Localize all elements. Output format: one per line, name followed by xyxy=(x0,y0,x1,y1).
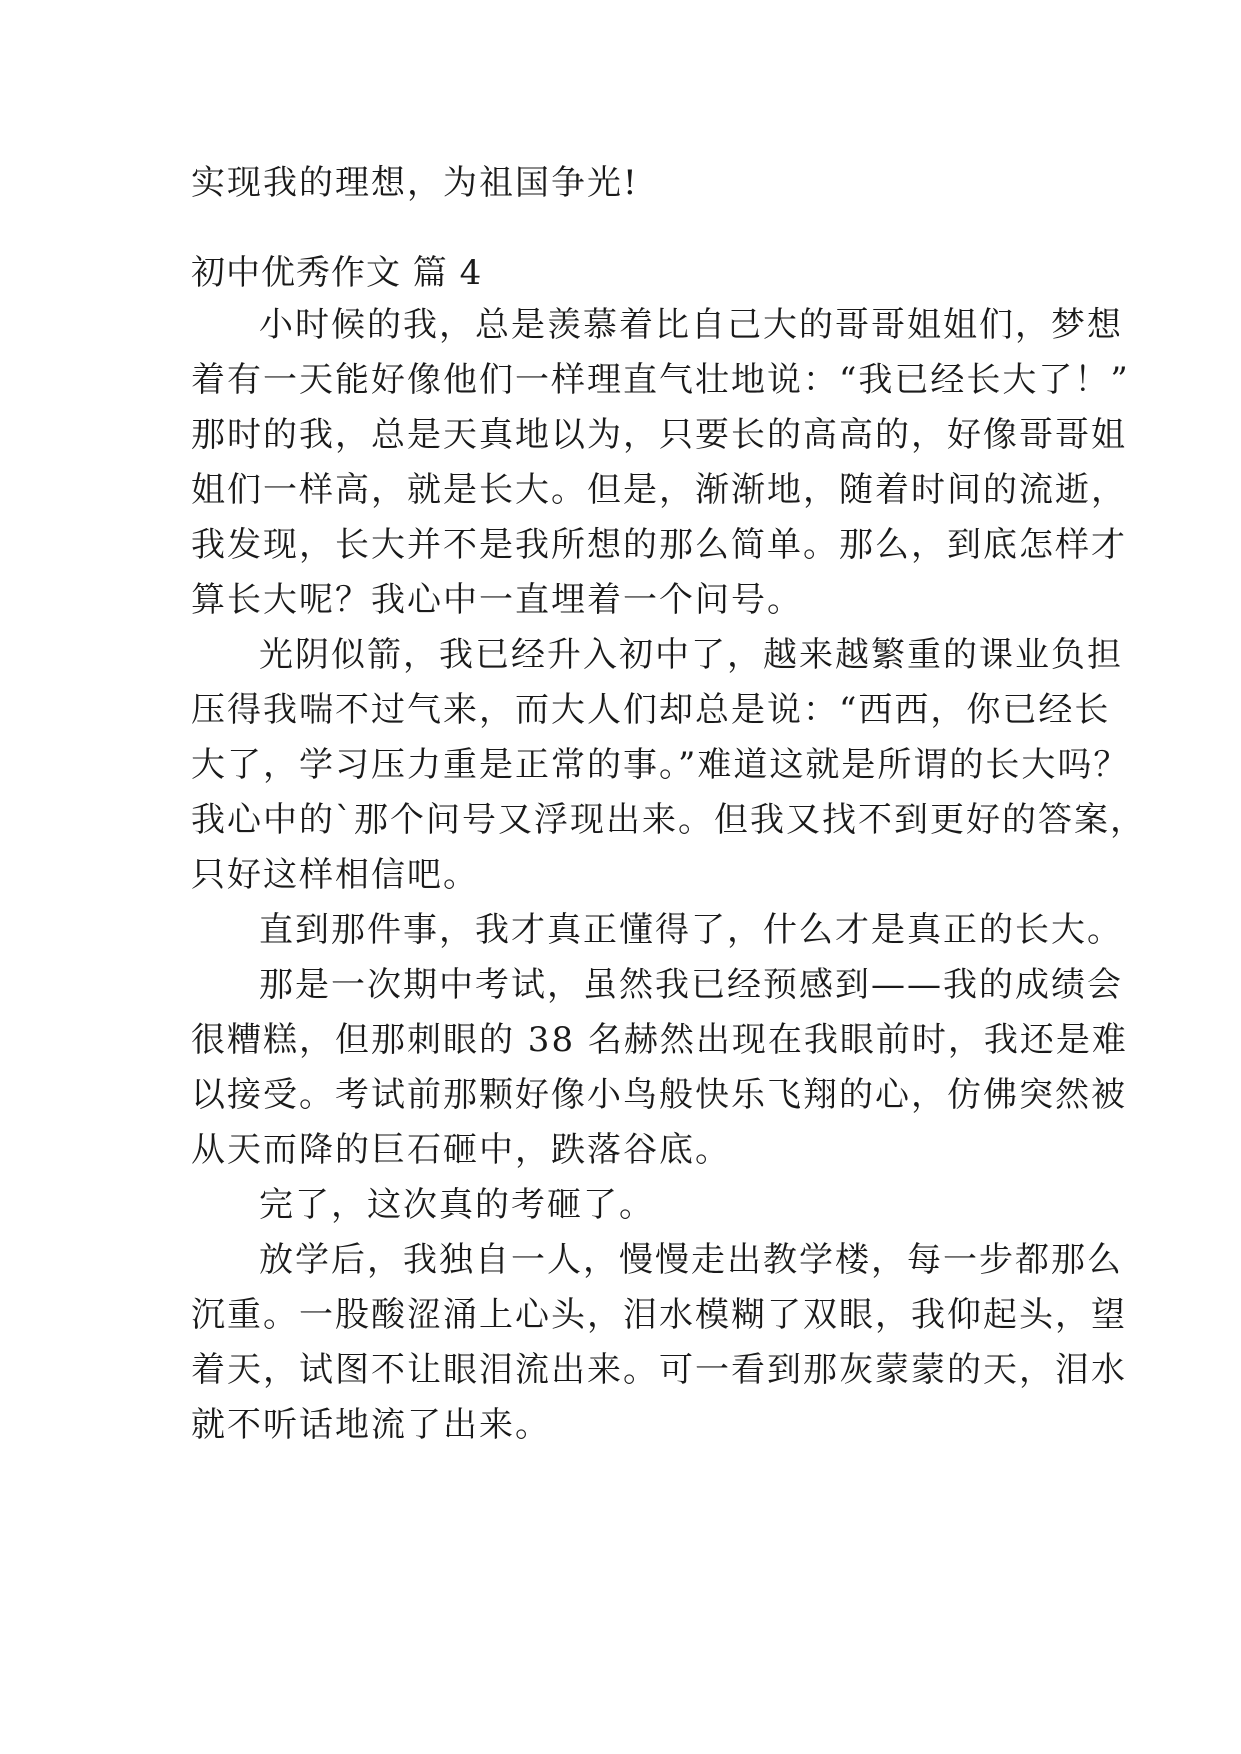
paragraph-6-line-1: 放学后，我独自一人，慢慢走出教学楼，每一步都那么 xyxy=(259,1240,1123,1280)
paragraph-4-line-2: 很糟糕，但那刺眼的 38 名赫然出现在我眼前时，我还是难 xyxy=(191,1020,1128,1060)
paragraph-2-line-3: 大了，学习压力重是正常的事。”难道这就是所谓的长大吗？ xyxy=(191,745,1130,785)
paragraph-6-line-4: 就不听话地流了出来。 xyxy=(191,1405,551,1445)
paragraph-2-line-1: 光阴似箭，我已经升入初中了，越来越繁重的课业负担 xyxy=(259,635,1123,675)
paragraph-2-line-5: 只好这样相信吧。 xyxy=(191,855,479,895)
paragraph-1-line-2: 着有一天能好像他们一样理直气壮地说：“我已经长大了！” xyxy=(191,360,1130,400)
paragraph-1-line-4: 姐们一样高，就是长大。但是，渐渐地，随着时间的流逝， xyxy=(191,470,1127,510)
paragraph-5-line-1: 完了，这次真的考砸了。 xyxy=(259,1185,655,1225)
paragraph-2-line-4: 我心中的`那个问号又浮现出来。但我又找不到更好的答案， xyxy=(191,800,1146,840)
closing-line: 实现我的理想，为祖国争光! xyxy=(191,163,639,203)
paragraph-4-line-3: 以接受。考试前那颗好像小鸟般快乐飞翔的心，仿佛突然被 xyxy=(191,1075,1127,1115)
paragraph-2-line-2: 压得我喘不过气来，而大人们却总是说：“西西，你已经长 xyxy=(191,690,1111,730)
paragraph-1-line-6: 算长大呢？我心中一直埋着一个问号。 xyxy=(191,580,803,620)
paragraph-1-line-5: 我发现，长大并不是我所想的那么简单。那么，到底怎样才 xyxy=(191,525,1127,565)
paragraph-4-line-1: 那是一次期中考试，虽然我已经预感到——我的成绩会 xyxy=(259,965,1123,1005)
paragraph-4-line-4: 从天而降的巨石砸中，跌落谷底。 xyxy=(191,1130,731,1170)
paragraph-1-line-3: 那时的我，总是天真地以为，只要长的高高的，好像哥哥姐 xyxy=(191,415,1127,455)
paragraph-6-line-3: 着天，试图不让眼泪流出来。可一看到那灰蒙蒙的天，泪水 xyxy=(191,1350,1127,1390)
essay-heading: 初中优秀作文 篇 4 xyxy=(191,253,483,293)
paragraph-3-line-1: 直到那件事，我才真正懂得了，什么才是真正的长大。 xyxy=(259,910,1123,950)
paragraph-1-line-1: 小时候的我，总是羡慕着比自己大的哥哥姐姐们，梦想 xyxy=(259,305,1123,345)
paragraph-6-line-2: 沉重。一股酸涩涌上心头，泪水模糊了双眼，我仰起头，望 xyxy=(191,1295,1127,1335)
